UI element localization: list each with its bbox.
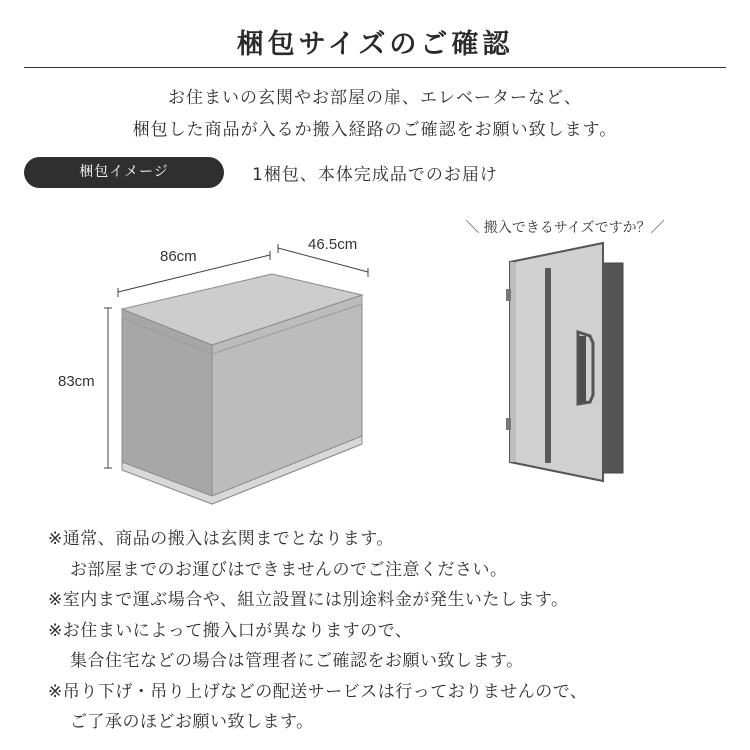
title-divider [24,67,726,68]
dimension-height-label: 83cm [58,373,95,390]
intro-line-2: 梱包した商品が入るか搬入経路のご確認をお願い致します。 [132,120,618,140]
notes-list [48,524,587,738]
package-description: 1梱包、本体完成品でのお届け [252,165,498,185]
note-3: ※お住まいによって搬入口が異なりますので、 [48,620,413,641]
package-image-badge: 梱包イメージ [24,157,224,188]
note-2: ※室内まで運ぶ場合や、組立設置には別途料金が発生いたします。 [48,590,569,610]
note-3-cont: 集合住宅などの場合は管理者にご確認をお願い致します。 [70,651,524,671]
illustration-area [0,195,750,520]
dimension-depth-label: 46.5cm [308,236,358,253]
note-1-cont: お部屋までのお運びはできませんのでご注意ください。 [70,559,508,580]
note-4: ※吊り下げ・吊り上げなどの配送サービスは行っておりませんので、 [48,681,588,702]
dimension-width-label: 86cm [160,248,197,265]
door-illustration [506,243,623,481]
package-box-illustration [58,236,368,504]
door-caption: ＼ 搬入できるサイズですか？／ [465,220,665,236]
note-4-cont: ご了承のほどお願い致します。 [70,712,314,732]
intro-line-1: お住まいの玄関やお部屋の扉、エレベーターなど、 [168,88,582,108]
page-title: 梱包サイズのご確認 [236,29,514,60]
note-1: ※通常、商品の搬入は玄関までとなります。 [48,529,394,549]
